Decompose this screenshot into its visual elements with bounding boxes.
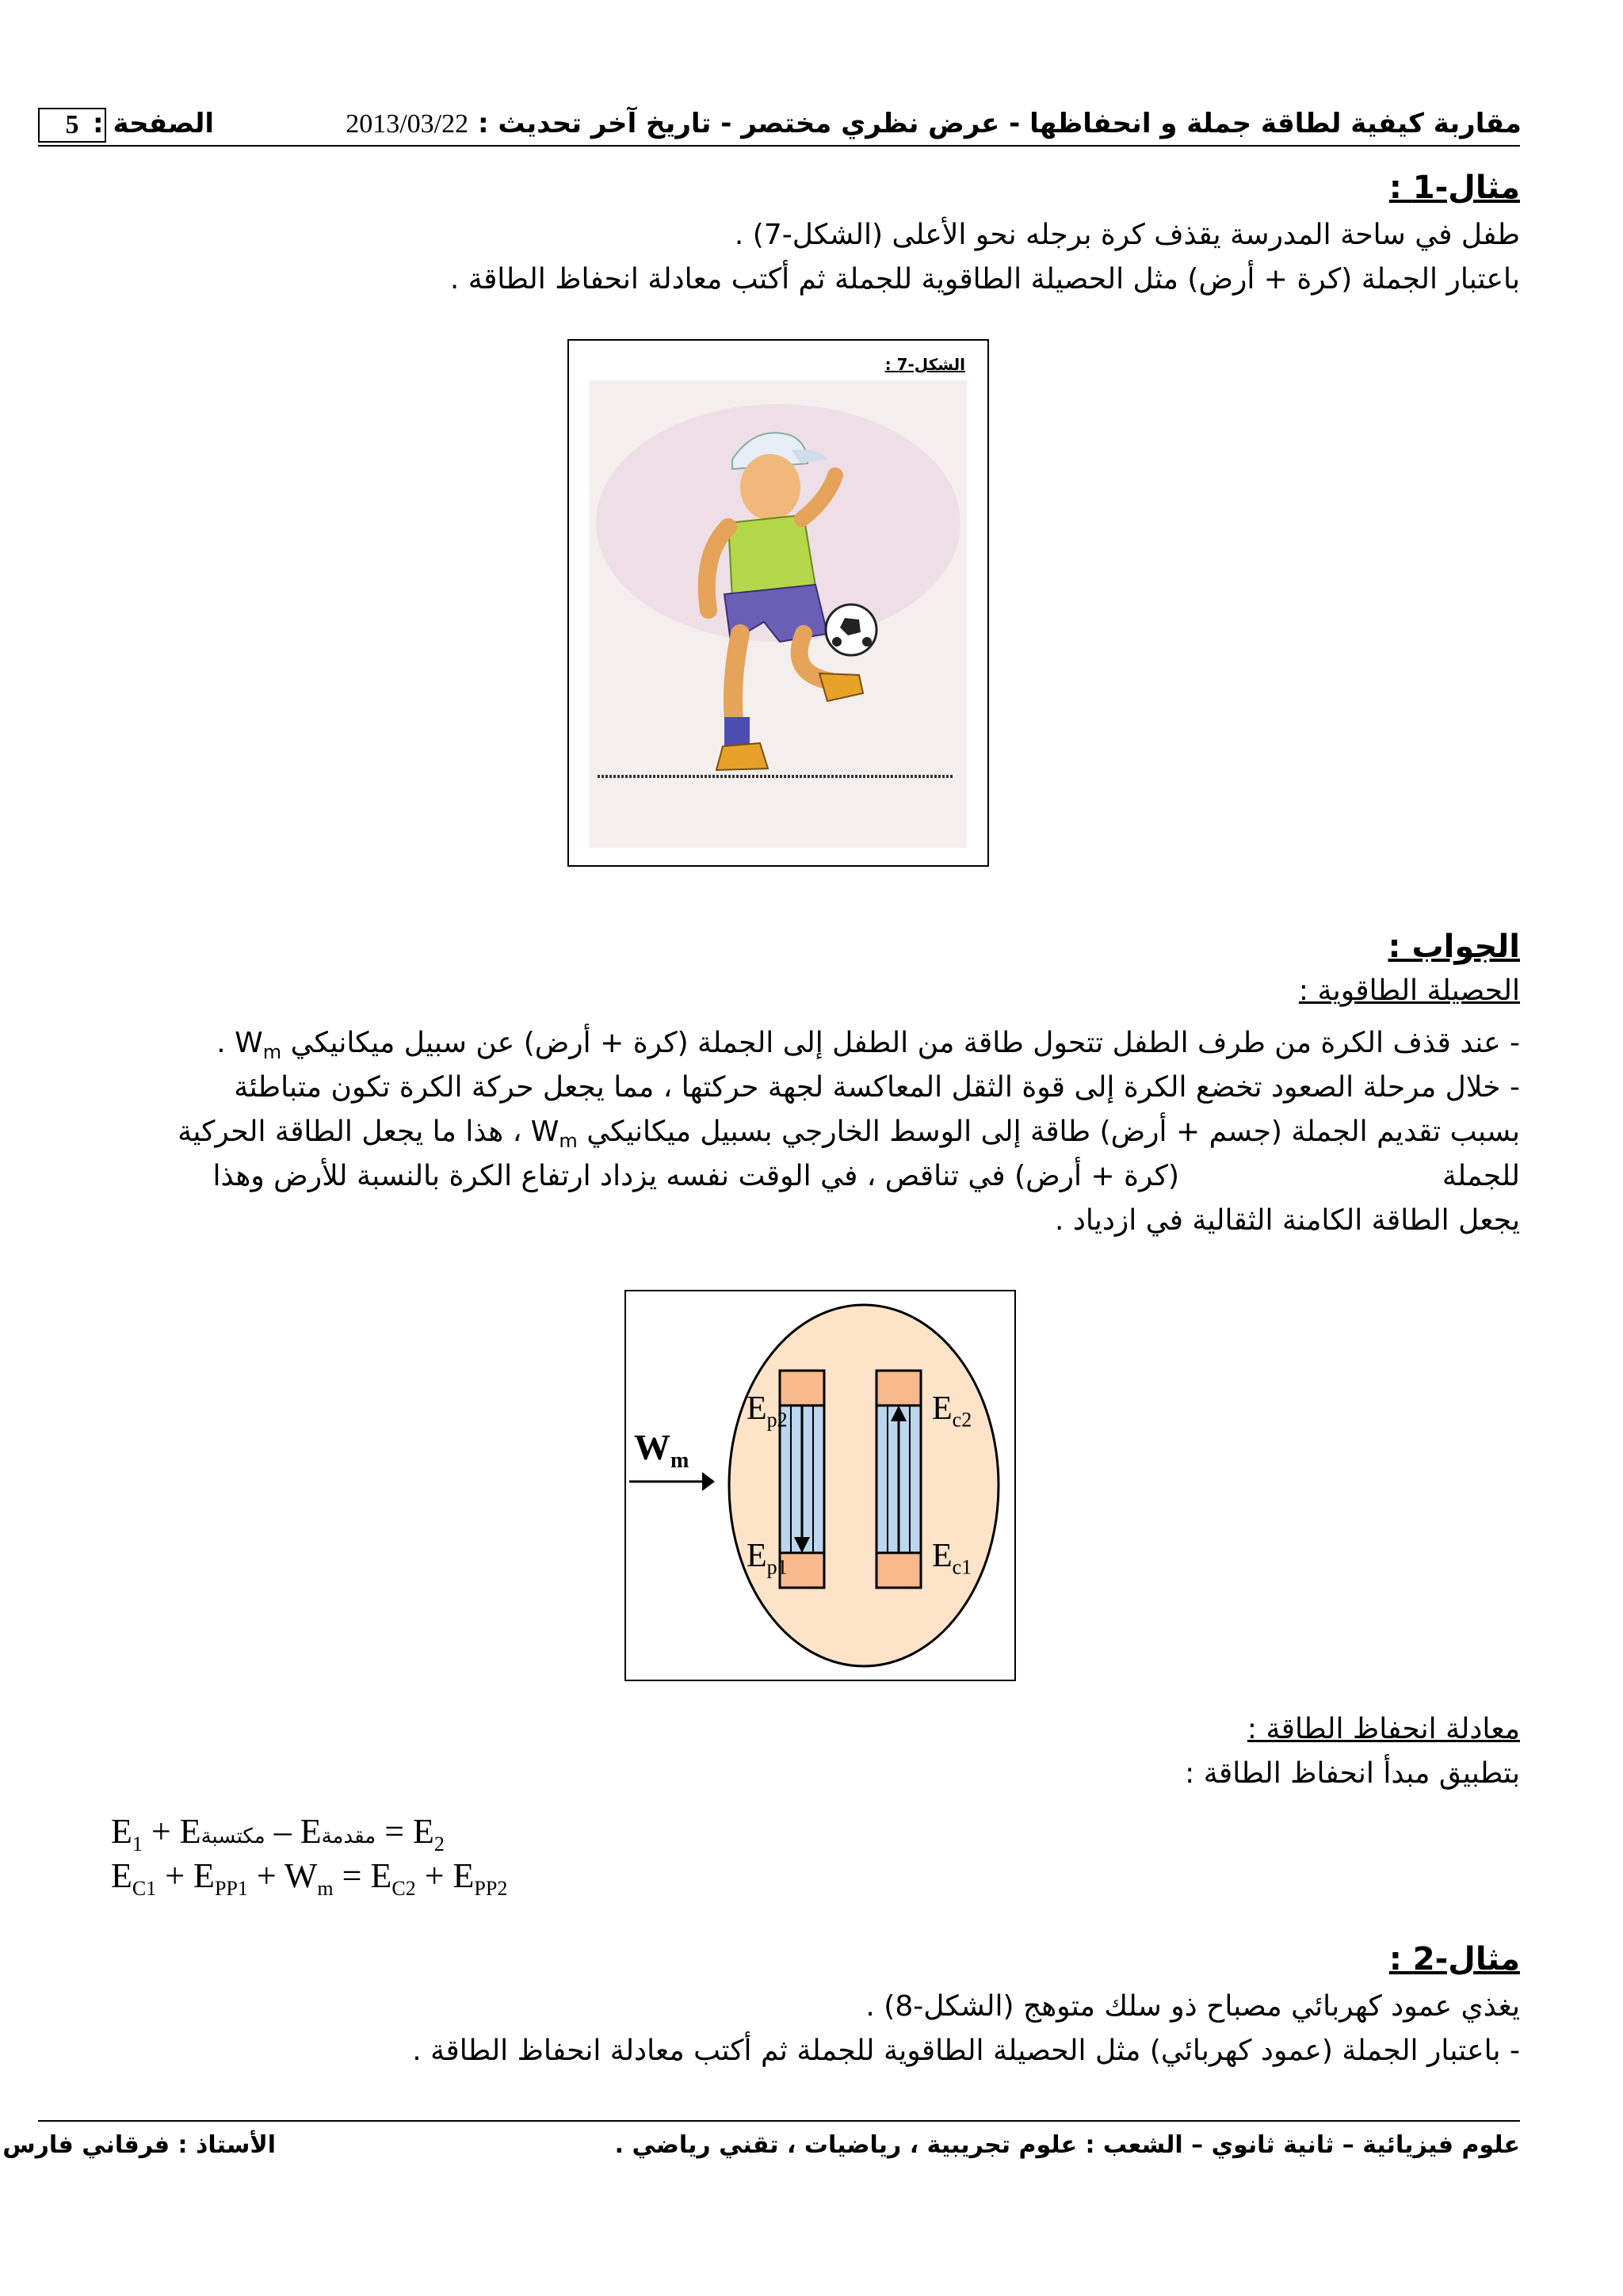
energy-diagram-graphic (626, 1291, 1014, 1680)
eq1-e1: E (111, 1812, 132, 1851)
eq2-b: + E (156, 1856, 215, 1895)
ec1-symbol: E (932, 1538, 953, 1574)
example2-line1: يغذي عمود كهربائي مصباح ذو سلك متوهج (الشكل-8) . (865, 1990, 1520, 2023)
example2-line2: - باعتبار الجملة (عمود كهربائي) مثل الحصيلة الطاقوية للجملة ثم أكتب معادلة انحفاظ الطاقة . (412, 2035, 1520, 2067)
ec2-sub: c2 (952, 1408, 972, 1432)
ec2-label (932, 1390, 972, 1432)
header-date: 2013/03/22 (346, 109, 469, 139)
page-number: 5 (65, 110, 79, 139)
page-label: الصفحة : (93, 108, 214, 139)
answer-p1-sub: m (262, 1041, 282, 1064)
figure7-frame (567, 339, 989, 867)
header-rule (38, 145, 1520, 147)
header-title-row (346, 108, 1522, 139)
boy-kicking-ball-illustration (590, 380, 967, 848)
work-input-symbol: W (634, 1427, 670, 1467)
footer-author-label: الأستاذ : (178, 2131, 276, 2159)
footer-author (2, 2131, 276, 2159)
eq1-minus: – E (265, 1812, 322, 1851)
answer-p2-line2-sub: m (559, 1130, 578, 1153)
eq2-d: = E (333, 1856, 392, 1895)
footer-course: علوم فيزيائية – ثانية ثانوي – الشعب : علوم تجريبية ، رياضيات ، تقني رياضي . (614, 2131, 1520, 2159)
eq2-e: + E (415, 1856, 475, 1895)
eq2-e-sub: PP2 (474, 1876, 508, 1900)
answer-p2-line1: - خلال مرحلة الصعود تخضع الكرة إلى قوة الثقل المعاكسة لجهة حركتها ، مما يجعل حركة الكرة تكون متباطئة (234, 1071, 1520, 1104)
header-title: مقاربة كيفية لطاقة جملة و انحفاظها - عرض نظري مختصر - تاريخ آخر تحديث : (477, 108, 1522, 139)
example1-line1: طفل في ساحة المدرسة يقذف كرة برجله نحو الأعلى (الشكل-7) . (734, 219, 1520, 251)
eq1-e2-sub: 2 (433, 1832, 445, 1855)
work-input-label (634, 1426, 689, 1474)
answer-p2-line4: يجعل الطاقة الكامنة الثقالية في ازدياد . (1054, 1204, 1520, 1237)
example1-heading: مثال-1 : (1388, 170, 1520, 206)
eq2-c-sub: m (317, 1876, 334, 1900)
answer-p2-line2-a: بسبب تقديم الجملة (جسم + أرض) طاقة إلى الوسط الخارجي بسبيل ميكانيكي W (530, 1116, 1520, 1148)
conservation-intro: بتطبيق مبدأ انحفاظ الطاقة : (1185, 1757, 1520, 1790)
conservation-heading: معادلة انحفاظ الطاقة : (1247, 1713, 1520, 1745)
ec1-label (932, 1537, 972, 1579)
ec1-sub: c1 (952, 1555, 972, 1579)
eq1-acquired: مكتسبة (200, 1825, 265, 1848)
eq2-a-sub: C1 (132, 1876, 157, 1900)
ep1-sub: p1 (766, 1555, 788, 1579)
ep1-symbol: E (747, 1538, 767, 1574)
eq1-given: مقدمة (321, 1825, 376, 1848)
eq2-b-sub: PP1 (214, 1876, 248, 1900)
eq2-d-sub: C2 (391, 1876, 416, 1900)
answer-p2-line3b: (كرة + أرض) في تناقص ، في الوقت نفسه يزداد ارتفاع الكرة بالنسبة للأرض وهذا (212, 1160, 1179, 1192)
work-input-sub: m (670, 1448, 689, 1474)
system-ellipse (729, 1305, 999, 1666)
answer-p2-line3a: للجملة (1442, 1160, 1520, 1192)
answer-p1-text: - عند قذف الكرة من طرف الطفل تتحول طاقة من الطفل إلى الجملة (كرة + أرض) عن سبيل ميكانيكي W (235, 1027, 1520, 1059)
energy-chain-diagram (624, 1290, 1016, 1681)
ep2-symbol: E (747, 1390, 767, 1427)
footer-rule (38, 2120, 1520, 2122)
eq1-equals: = E (376, 1812, 434, 1851)
figure7-label: الشكل-7 : (884, 355, 965, 374)
example1-line2: باعتبار الجملة (كرة + أرض) مثل الحصيلة الطاقوية للجملة ثم أكتب معادلة انحفاظ الطاقة . (449, 263, 1520, 296)
ep1-label (747, 1537, 788, 1579)
ep2-label (747, 1390, 788, 1432)
equation-2 (111, 1854, 507, 1911)
eq2-a: E (111, 1856, 132, 1895)
eq2-c: + W (247, 1856, 318, 1895)
ep2-sub: p2 (766, 1408, 788, 1432)
footer-author-name: فرقاني فارس (2, 2131, 170, 2159)
answer-p1-end: . (216, 1027, 235, 1059)
eq1-e1-sub: 1 (132, 1832, 143, 1855)
eq1-plus: + E (142, 1812, 201, 1851)
answer-subheading: الحصيلة الطاقوية : (1298, 974, 1520, 1007)
ec2-symbol: E (932, 1390, 953, 1427)
example2-heading: مثال-2 : (1388, 1941, 1520, 1978)
answer-heading: الجواب : (1388, 929, 1520, 965)
answer-p2-line2-b: ، هذا ما يجعل الطاقة الحركية (178, 1116, 531, 1148)
